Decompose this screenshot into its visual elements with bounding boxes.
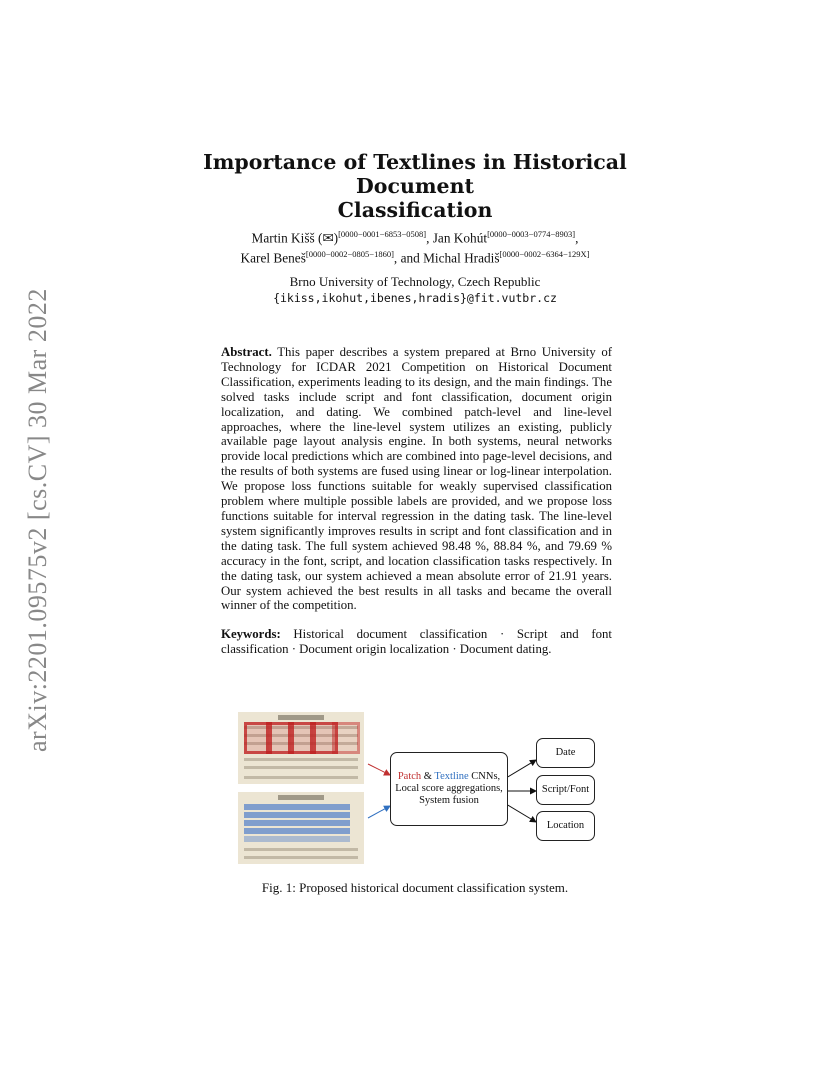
cnns-label: CNNs, bbox=[468, 771, 501, 782]
abstract bbox=[221, 345, 612, 613]
title-line-1: Importance of Textlines in Historical Document bbox=[203, 150, 627, 198]
title-line-2: Classification bbox=[337, 198, 493, 222]
abstract-label: Abstract. bbox=[221, 345, 272, 359]
script-font-label: Script/Font bbox=[541, 784, 590, 795]
affiliation-block bbox=[200, 274, 630, 306]
affiliation: Brno University of Technology, Czech Republic bbox=[289, 274, 541, 289]
abstract-text: This paper describes a system prepared at Brno University of Technology for ICDAR 2021 Competition on Historical Document Classification, experiments leading to its design, and the main findings. The solved tasks include script and font classification, document origin localization, and dating. We combined patch-level and line-level approaches, where the line-level system utilizes an existing, publicly available page layout analysis engine. In both systems, neural networks provide local predictions which are combined into page-level decisions, and the results of both systems are fused using linear or log-linear interpolation. We propose loss functions suitable for weakly supervised classification problem where multiple possible labels are provided, and we propose loss functions suitable for interval regression in the dating task. The line-level system significantly improves results in script and font classification and in the dating task. The full system achieved 98.48 %, 88.84 %, and 79.69 % accuracy in the font, script, and location classification tasks respectively. In the dating task, our system achieved a mean absolute error of 21.91 years. Our system achieved the best results in all tasks and became the overall winner of the competition. bbox=[221, 345, 613, 613]
keywords-text: Historical document classification · Script and font classification · Document origin localization · Document dating. bbox=[221, 627, 612, 656]
authors bbox=[170, 226, 660, 267]
author-benes: Karel Beneš bbox=[240, 250, 306, 266]
arxiv-side-stamp: arXiv:2201.09575v2 [cs.CV] 30 Mar 2022 bbox=[23, 288, 52, 752]
orcid-benes: [0000−0002−0805−1860] bbox=[305, 249, 394, 260]
location-label: Location bbox=[546, 820, 585, 831]
author-kohut: , Jan Kohút bbox=[426, 230, 488, 246]
script-font-box bbox=[536, 775, 595, 805]
location-box bbox=[536, 811, 595, 841]
author-hradis: , and Michal Hradiš bbox=[393, 250, 500, 266]
author-kiss: Martin Kišš ( bbox=[251, 230, 323, 246]
mail-icon: ✉ bbox=[322, 230, 334, 246]
orcid-hradis: [0000−0002−6364−129X] bbox=[499, 249, 590, 260]
keywords bbox=[221, 627, 612, 657]
date-box bbox=[536, 738, 595, 768]
orcid-kohut: [0000−0003−0774−8903] bbox=[487, 229, 576, 239]
paper-title bbox=[150, 150, 680, 222]
emails: {ikiss,ikohut,ibenes,hradis}@fit.vutbr.cz bbox=[273, 291, 557, 305]
authors-line-1 bbox=[170, 226, 660, 246]
keywords-label: Keywords: bbox=[221, 627, 281, 641]
figure-1 bbox=[238, 712, 598, 868]
fusion-label: System fusion bbox=[419, 795, 479, 806]
system-box bbox=[390, 752, 508, 826]
amp-label: & bbox=[421, 771, 435, 782]
date-label: Date bbox=[555, 747, 576, 758]
figure-caption: Fig. 1: Proposed historical document classification system. bbox=[261, 880, 569, 895]
aggregation-label: Local score aggregations, bbox=[395, 783, 503, 794]
authors-line-2 bbox=[170, 246, 660, 266]
orcid-kiss: [0000−0001−6853−0508] bbox=[338, 229, 427, 239]
author-kiss-close: ) bbox=[333, 230, 339, 246]
patch-label: Patch bbox=[397, 771, 422, 782]
textline-label: Textline bbox=[434, 771, 469, 782]
authors-comma: , bbox=[575, 230, 579, 246]
